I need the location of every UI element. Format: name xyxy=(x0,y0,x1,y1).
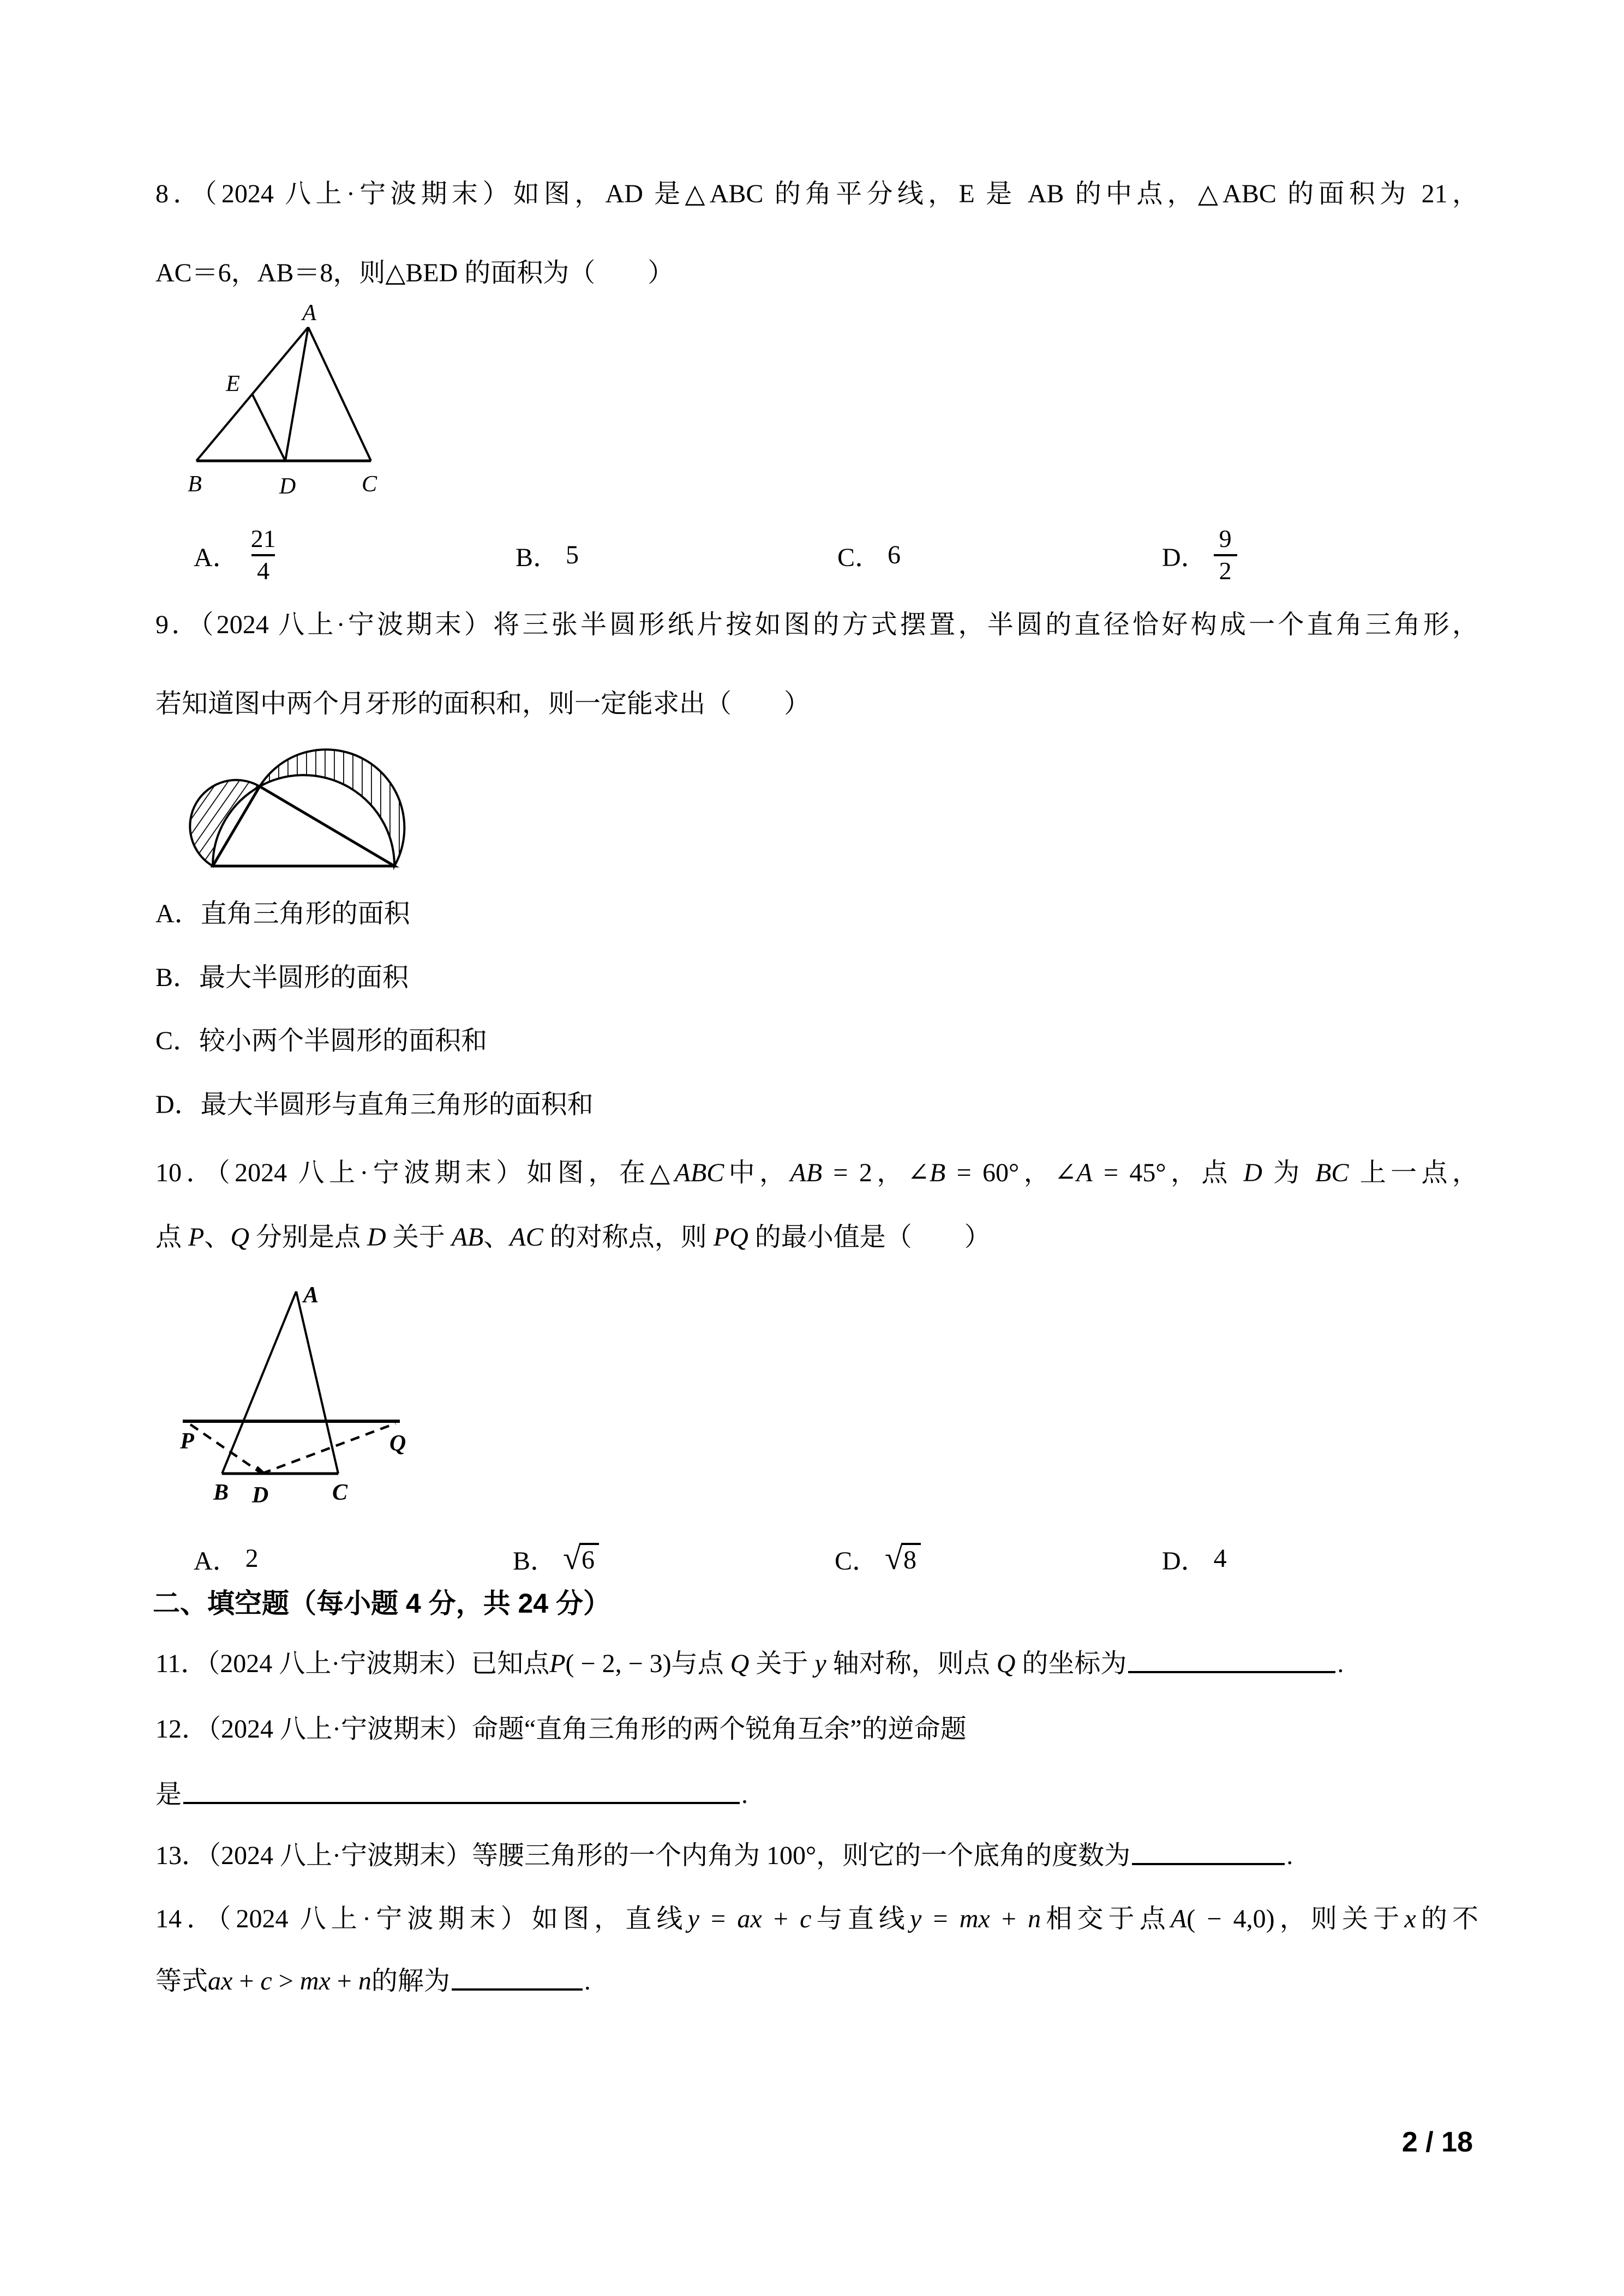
q10-option-d-label: D． xyxy=(1162,1547,1207,1576)
q10-options xyxy=(0,1530,1624,1587)
q8-option-d xyxy=(1162,518,1237,592)
q8-option-c xyxy=(837,518,901,592)
question-14-line-1: 14．（2024 八上·宁波期末）如图，直线y = ax + c与直线y = mx + n相交于点A( − 4,0)，则关于x的不 xyxy=(155,1904,1478,1933)
q10-option-b-label: B． xyxy=(513,1547,557,1576)
section-2-header: 二、填空题（每小题 4 分，共 24 分） xyxy=(153,1588,610,1619)
question-9-line-2: 若知道图中两个月牙形的面积和，则一定能求出（ ） xyxy=(155,689,811,718)
q9-option-b: B．最大半圆形的面积 xyxy=(155,963,409,992)
q10-reflection-figure xyxy=(177,1282,412,1508)
q10-label-c: C xyxy=(332,1480,348,1505)
q9-semicircles-figure xyxy=(185,720,415,878)
q9-option-c: C．较小两个半圆形的面积和 xyxy=(155,1026,488,1055)
question-10-line-1: 10．（2024 八上·宁波期末）如图，在△ABC中，AB = 2，∠B = 60°，∠A = 45°，点 D 为 BC 上一点， xyxy=(155,1158,1478,1187)
q8-option-d-label: D． xyxy=(1162,543,1207,572)
q10-option-a-label: A． xyxy=(194,1547,239,1576)
q10-option-c-label: C． xyxy=(835,1547,879,1576)
q10-option-a-value: 2 xyxy=(245,1544,259,1573)
q10-option-b xyxy=(513,1530,599,1587)
q10-option-b-radical xyxy=(563,1540,599,1576)
q8-segment-ed xyxy=(252,394,285,461)
q8-option-a-label: A． xyxy=(194,543,239,572)
q8-option-c-label: C． xyxy=(837,543,882,572)
q8-label-c: C xyxy=(361,472,377,497)
radical-sign: √ xyxy=(563,1540,581,1576)
q8-option-d-fraction xyxy=(1214,524,1237,586)
question-11: 11．（2024 八上·宁波期末）已知点P( − 2, − 3)与点 Q 关于 y 轴对称，则点 Q 的坐标为 . xyxy=(155,1649,1344,1678)
q10-label-q: Q xyxy=(389,1431,406,1456)
question-8-line-1: 8．（2024 八上·宁波期末）如图，AD 是△ABC 的角平分线，E 是 AB 的中点，△ABC 的面积为 21， xyxy=(155,179,1478,208)
question-12-line-2: 是 . xyxy=(155,1780,748,1809)
q8-bisector-ad xyxy=(285,327,308,461)
q9-right-lune xyxy=(260,749,404,866)
fraction-denominator: 2 xyxy=(1214,554,1237,586)
q8-side-ac xyxy=(308,327,371,461)
q8-option-b-label: B． xyxy=(516,543,560,572)
q8-option-c-value: 6 xyxy=(888,540,901,569)
question-10-line-2: 点 P、Q 分别是点 D 关于 AB、AC 的对称点，则 PQ 的最小值是（ ） xyxy=(155,1223,991,1252)
q10-label-b: B xyxy=(213,1480,229,1505)
fraction-numerator: 9 xyxy=(1219,525,1232,553)
radicand: 8 xyxy=(901,1543,921,1574)
q10-option-d-value: 4 xyxy=(1213,1544,1227,1573)
question-14-line-2: 等式ax + c > mx + n的解为 . xyxy=(155,1967,591,1996)
q8-option-b xyxy=(516,518,579,592)
q10-option-c xyxy=(835,1530,921,1587)
q9-option-d: D．最大半圆形与直角三角形的面积和 xyxy=(155,1090,594,1119)
q8-label-a: A xyxy=(302,300,316,326)
radicand: 6 xyxy=(579,1543,599,1574)
q9-left-lune xyxy=(190,780,260,866)
q8-option-a xyxy=(194,518,281,592)
q8-label-b: B xyxy=(188,472,202,497)
page-number: 2 / 18 xyxy=(1401,2126,1473,2158)
q8-option-b-value: 5 xyxy=(566,540,579,569)
radical-sign: √ xyxy=(885,1540,903,1576)
q10-side-ab xyxy=(222,1291,296,1474)
q10-label-p: P xyxy=(180,1429,194,1454)
question-8-line-2: AC＝6，AB＝8，则△BED 的面积为（ ） xyxy=(155,259,674,287)
q8-triangle-figure xyxy=(183,297,390,507)
q10-option-a xyxy=(194,1530,259,1587)
q8-options xyxy=(0,518,1624,592)
fraction-denominator: 4 xyxy=(251,554,275,586)
q8-label-d: D xyxy=(279,474,296,499)
q9-option-a: A．直角三角形的面积 xyxy=(155,899,410,928)
question-12-line-1: 12．（2024 八上·宁波期末）命题“直角三角形的两个锐角互余”的逆命题 xyxy=(155,1715,967,1744)
q10-option-d xyxy=(1162,1530,1227,1587)
q8-option-a-fraction xyxy=(245,524,281,586)
fraction-numerator: 21 xyxy=(250,525,276,553)
q10-side-ac xyxy=(296,1291,338,1474)
q10-label-a: A xyxy=(303,1283,319,1308)
question-9-line-1: 9．（2024 八上·宁波期末）将三张半圆形纸片按如图的方式摆置，半圆的直径恰好构成一个直角三角形， xyxy=(155,610,1478,639)
q10-option-c-radical xyxy=(885,1540,921,1576)
q8-label-e: E xyxy=(226,371,240,396)
q10-label-d: D xyxy=(251,1483,269,1508)
question-13: 13．（2024 八上·宁波期末）等腰三角形的一个内角为 100°，则它的一个底角的度数为 . xyxy=(155,1841,1293,1870)
